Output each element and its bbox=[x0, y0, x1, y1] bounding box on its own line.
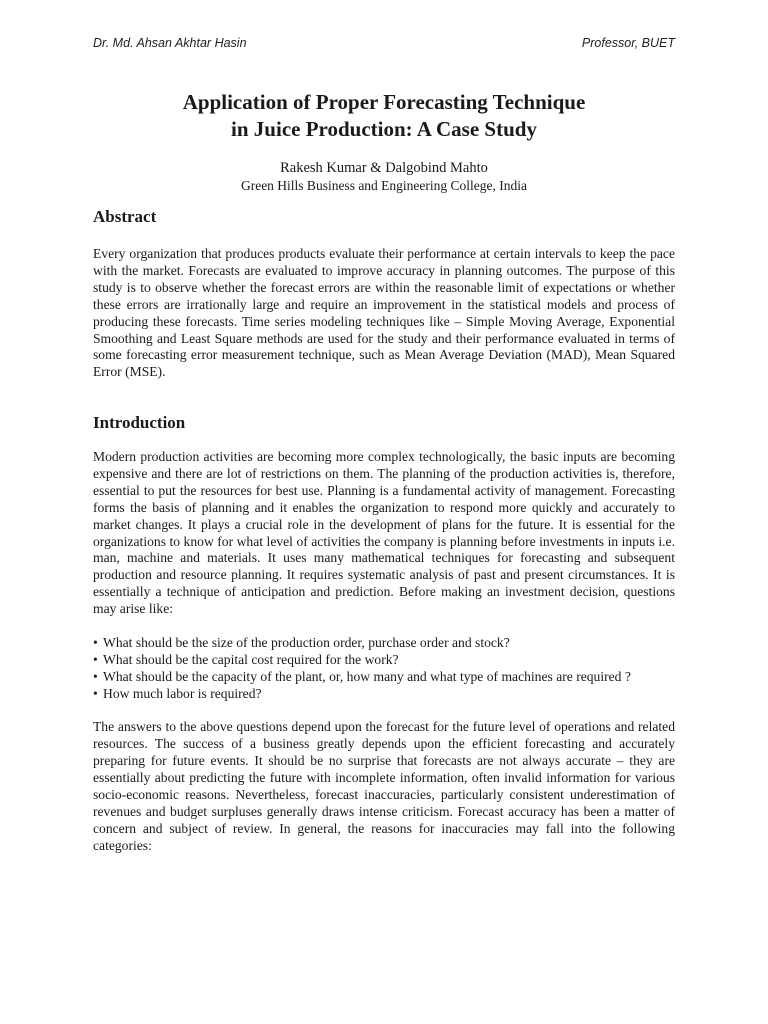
paper-title-line-1: Application of Proper Forecasting Technique bbox=[182, 90, 586, 114]
question-list bbox=[93, 635, 675, 703]
introduction-body bbox=[93, 449, 675, 872]
paper-affiliation: Green Hills Business and Engineering College, India bbox=[240, 178, 528, 193]
list-item: • How much labor is required? bbox=[93, 686, 675, 703]
paper-title bbox=[60, 89, 708, 143]
abstract-heading: Abstract bbox=[93, 207, 157, 226]
introduction-heading: Introduction bbox=[93, 413, 186, 432]
header-affiliation: Professor, BUET bbox=[581, 36, 675, 50]
list-item: • What should be the capacity of the plant, or, how many and what type of machines are required ? bbox=[93, 669, 675, 686]
abstract-body bbox=[93, 246, 675, 398]
abstract-paragraph: Every organization that produces products evaluate their performance at certain intervals to keep the pace with the market. Forecasts are evaluated to improve accuracy in planning outcomes. The purpose of this study is to observe whether the forecast errors are within the reasonable limit of expectations or whether these errors are irrationally large and require an improvement in the statistical models and process of producing these forecasts. Time series modeling techniques like – Simple Moving Average, Exponential Smoothing and Least Square methods are used for the study and their performance evaluated in terms of some forecasting error measurement technique, such as Mean Average Deviation (MAD), Mean Squared Error (MSE). bbox=[93, 246, 675, 380]
list-item: • What should be the capital cost required for the work? bbox=[93, 652, 675, 669]
introduction-paragraph-2: The answers to the above questions depend upon the forecast for the future level of operations and related resources. The success of a business greatly depends upon the efficient forecasting and accurately preparing for future events. It should be no surprise that forecasts are not always accurate – they are essentially about predicting the future with incomplete information, often invalid information for various socio-economic reasons. Nevertheless, forecast inaccuracies, particularly consistent underestimation of revenues and budget surpluses generally draws intense criticism. Forecast accuracy has been a matter of concern and subject of review. In general, the reasons for inaccuracies may fall into the following categories: bbox=[93, 719, 675, 853]
paper-title-line-2: in Juice Production: A Case Study bbox=[231, 117, 537, 141]
running-header bbox=[93, 36, 675, 50]
paper-authors: Rakesh Kumar & Dalgobind Mahto bbox=[280, 160, 488, 176]
introduction-paragraph-1: Modern production activities are becoming more complex technologically, the basic inputs are becoming expensive and there are lot of restrictions on them. The planning of the production activities is, therefore, essential to put the resources for best use. Planning is a fundamental activity of management. Forecasting forms the basis of planning and it enables the organization to respond more quickly and accurately to market changes. It plays a crucial role in the development of plans for the future. It is essential for the organizations to know for what level of activities the company is planning before investments in inputs i.e. man, machine and materials. It uses many mathematical techniques for forecasting and subsequent production and resource planning. It requires systematic analysis of past and present circumstances. It is essentially a technique of anticipation and prediction. Before making an investment decision, questions may arise like: bbox=[93, 449, 675, 617]
header-author: Dr. Md. Ahsan Akhtar Hasin bbox=[93, 36, 247, 50]
list-item: • What should be the size of the production order, purchase order and stock? bbox=[93, 635, 675, 652]
